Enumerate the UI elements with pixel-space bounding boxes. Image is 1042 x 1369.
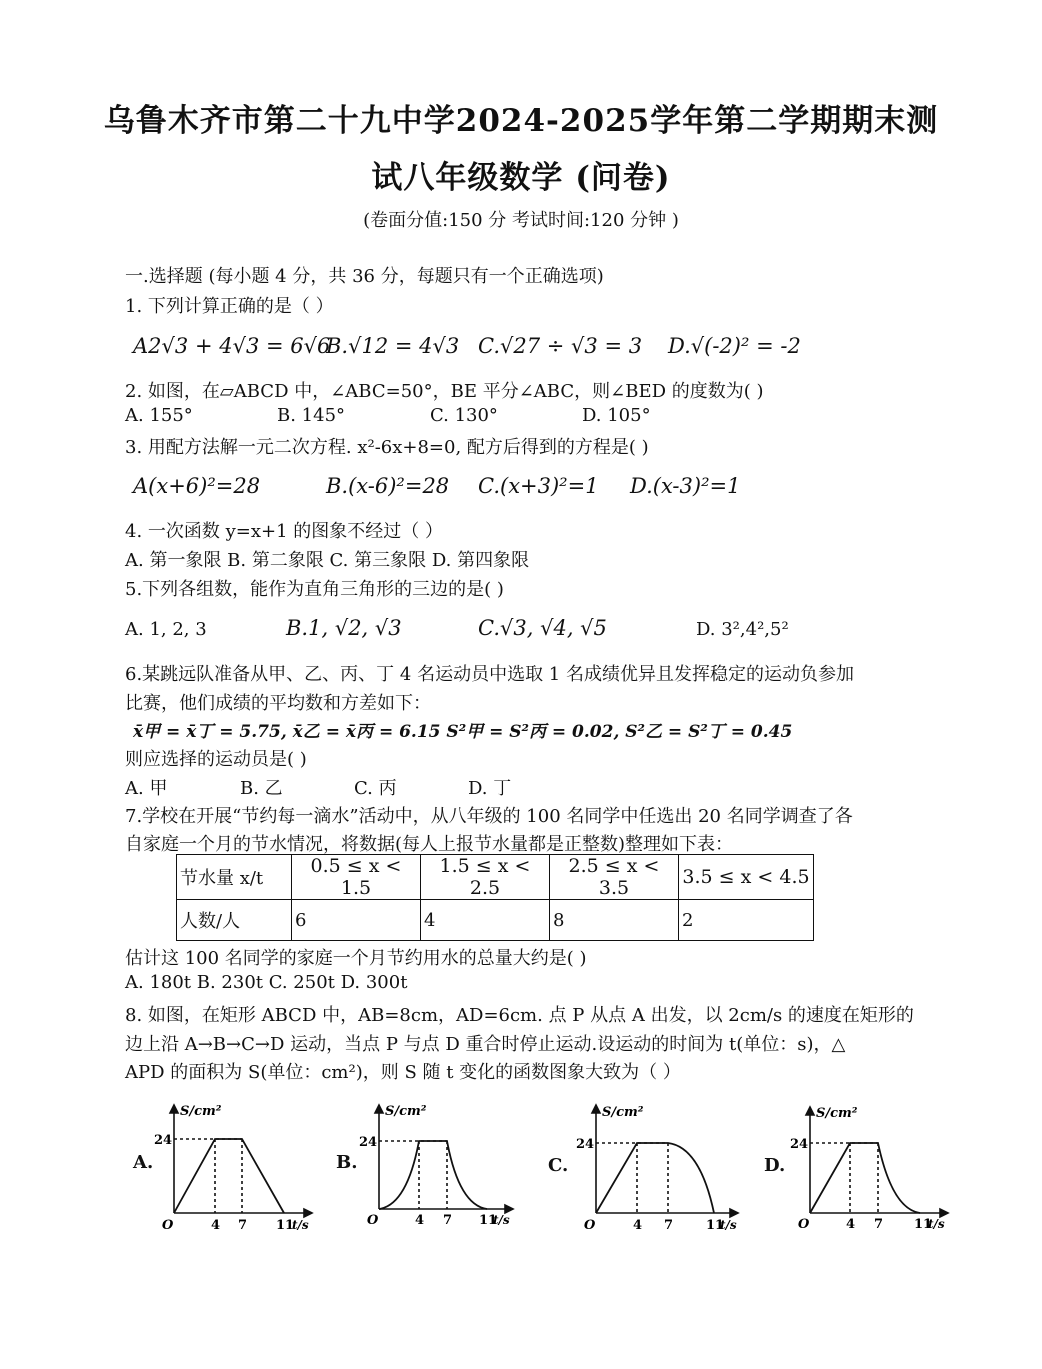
graph-d-origin: O bbox=[798, 1217, 810, 1232]
page-title-line2: 试八年级数学 (问卷) bbox=[371, 160, 671, 196]
q1-option-b: B.√12 = 4√3 bbox=[326, 334, 460, 358]
graph-c bbox=[570, 1097, 745, 1237]
page-title-line1: 乌鲁木齐市第二十九中学2024-2025学年第二学期期末测 bbox=[103, 103, 939, 139]
table-cell: 8 bbox=[550, 900, 679, 941]
graph-b-origin: O bbox=[367, 1213, 379, 1228]
graph-a-origin: O bbox=[162, 1218, 174, 1233]
q6-line2: 比赛，他们成绩的平均数和方差如下： bbox=[125, 693, 431, 714]
q5-option-a: A. 1, 2, 3 bbox=[125, 619, 207, 640]
graph-b-xtick-11: 11 bbox=[479, 1213, 498, 1228]
graph-c-origin: O bbox=[584, 1218, 596, 1233]
graph-a-label: A. bbox=[133, 1152, 154, 1173]
graph-b-label: B. bbox=[336, 1152, 358, 1173]
q7-line2: 自家庭一个月的节水情况，将数据(每人上报节水量都是正整数)整理如下表： bbox=[125, 834, 734, 855]
table-cell: 4 bbox=[421, 900, 550, 941]
graph-a bbox=[150, 1095, 320, 1235]
q5-option-d: D. 3²,4²,5² bbox=[696, 619, 789, 640]
q3-option-c: C.(x+3)²=1 bbox=[478, 474, 599, 498]
graph-d-xtick-4: 4 bbox=[846, 1217, 856, 1232]
q8-line3: APD 的面积为 S(单位：cm²)，则 S 随 t 变化的函数图象大致为（ ） bbox=[125, 1062, 681, 1083]
q7-line3: 估计这 100 名同学的家庭一个月节约用水的总量大约是( ) bbox=[125, 948, 587, 969]
q1-option-d: D.√(-2)² = -2 bbox=[668, 334, 801, 358]
q2-stem: 2. 如图，在▱ABCD 中，∠ABC=50°，BE 平分∠ABC，则∠BED 的度数为( ) bbox=[125, 381, 764, 402]
q1-option-a: A2√3 + 4√3 = 6√6 bbox=[133, 334, 331, 358]
table-header-cell: 2.5 ≤ x < 3.5 bbox=[550, 855, 679, 900]
q8-line1: 8. 如图，在矩形 ABCD 中，AB=8cm，AD=6cm. 点 P 从点 A 出发，以 2cm/s 的速度在矩形的 bbox=[125, 1005, 914, 1026]
graph-c-label: C. bbox=[548, 1155, 569, 1176]
q2-option-d: D. 105° bbox=[582, 405, 651, 426]
q4-options: A. 第一象限 B. 第二象限 C. 第三象限 D. 第四象限 bbox=[125, 550, 530, 571]
q4-stem: 4. 一次函数 y=x+1 的图象不经过（ ） bbox=[125, 521, 443, 542]
q2-option-b: B. 145° bbox=[277, 405, 346, 426]
graph-d-xlabel: t/s bbox=[928, 1217, 945, 1231]
table-row bbox=[177, 855, 814, 900]
water-saving-table bbox=[176, 854, 814, 941]
graph-c-xtick-7: 7 bbox=[664, 1218, 674, 1233]
q6-line1: 6.某跳远队准备从甲、乙、丙、丁 4 名运动员中选取 1 名成绩优异且发挥稳定的运动负参加 bbox=[125, 664, 854, 685]
graph-c-ylabel: S/cm² bbox=[602, 1105, 644, 1120]
graph-b-ytick: 24 bbox=[359, 1135, 378, 1150]
table-header-cell: 0.5 ≤ x < 1.5 bbox=[292, 855, 421, 900]
q6-option-c: C. 丙 bbox=[354, 778, 397, 799]
q6-line3: 则应选择的运动员是( ) bbox=[125, 749, 307, 770]
table-cell: 2 bbox=[679, 900, 814, 941]
graph-a-xtick-7: 7 bbox=[238, 1218, 248, 1233]
graph-c-xtick-11: 11 bbox=[706, 1218, 725, 1233]
exam-subtitle: (卷面分值:150 分 考试时间:120 分钟 ) bbox=[363, 210, 679, 231]
table-row bbox=[177, 900, 814, 941]
q7-line1: 7.学校在开展“节约每一滴水”活动中，从八年级的 100 名同学中任选出 20 名同学调查了各 bbox=[125, 806, 853, 827]
q1-stem: 1. 下列计算正确的是（ ） bbox=[125, 296, 334, 317]
q6-formula: x̄甲 = x̄丁 = 5.75, x̄乙 = x̄丙 = 6.15 S²甲 = S²丙 = 0.02, S²乙 = S²丁 = 0.45 bbox=[133, 722, 793, 742]
q6-option-a: A. 甲 bbox=[125, 778, 168, 799]
table-cell: 6 bbox=[292, 900, 421, 941]
table-header-cell: 3.5 ≤ x < 4.5 bbox=[679, 855, 814, 900]
graph-d bbox=[786, 1099, 956, 1239]
section-heading: 一.选择题 (每小题 4 分，共 36 分，每题只有一个正确选项) bbox=[125, 266, 604, 287]
q3-option-d: D.(x-3)²=1 bbox=[630, 474, 741, 498]
graph-d-ytick: 24 bbox=[790, 1137, 809, 1152]
graph-a-ylabel: S/cm² bbox=[180, 1104, 222, 1119]
q8-line2: 边上沿 A→B→C→D 运动，当点 P 与点 D 重合时停止运动.设运动的时间为 t(单位：s)，△ bbox=[125, 1034, 846, 1055]
graph-c-xlabel: t/s bbox=[720, 1218, 737, 1232]
graph-a-xtick-11: 11 bbox=[276, 1218, 295, 1233]
q6-option-b: B. 乙 bbox=[240, 778, 283, 799]
graph-b bbox=[355, 1097, 520, 1232]
q2-option-a: A. 155° bbox=[125, 405, 193, 426]
graph-a-xlabel: t/s bbox=[292, 1218, 309, 1232]
q1-option-c: C.√27 ÷ √3 = 3 bbox=[478, 334, 643, 358]
graph-c-xtick-4: 4 bbox=[633, 1218, 643, 1233]
graph-b-xtick-4: 4 bbox=[415, 1213, 425, 1228]
graph-b-xlabel: t/s bbox=[493, 1213, 510, 1227]
table-header-cell: 节水量 x/t bbox=[177, 855, 292, 900]
graph-c-ytick: 24 bbox=[576, 1137, 595, 1152]
graph-b-ylabel: S/cm² bbox=[385, 1104, 427, 1119]
graph-a-xtick-4: 4 bbox=[211, 1218, 221, 1233]
q3-option-a: A(x+6)²=28 bbox=[133, 474, 261, 498]
q7-options: A. 180t B. 230t C. 250t D. 300t bbox=[125, 972, 408, 993]
graph-d-xtick-7: 7 bbox=[874, 1217, 884, 1232]
graph-a-ytick: 24 bbox=[154, 1133, 173, 1148]
graph-d-label: D. bbox=[764, 1155, 786, 1176]
q5-stem: 5.下列各组数，能作为直角三角形的三边的是( ) bbox=[125, 579, 504, 600]
q2-option-c: C. 130° bbox=[430, 405, 498, 426]
table-header-cell: 1.5 ≤ x < 2.5 bbox=[421, 855, 550, 900]
q3-option-b: B.(x-6)²=28 bbox=[326, 474, 450, 498]
graph-b-xtick-7: 7 bbox=[443, 1213, 453, 1228]
q5-option-c: C.√3, √4, √5 bbox=[478, 616, 607, 640]
graph-d-ylabel: S/cm² bbox=[816, 1106, 858, 1121]
graph-d-xtick-11: 11 bbox=[914, 1217, 933, 1232]
q6-option-d: D. 丁 bbox=[468, 778, 512, 799]
table-cell: 人数/人 bbox=[177, 900, 292, 941]
q3-stem: 3. 用配方法解一元二次方程. x²-6x+8=0, 配方后得到的方程是( ) bbox=[125, 437, 649, 458]
q5-option-b: B.1, √2, √3 bbox=[286, 616, 402, 640]
